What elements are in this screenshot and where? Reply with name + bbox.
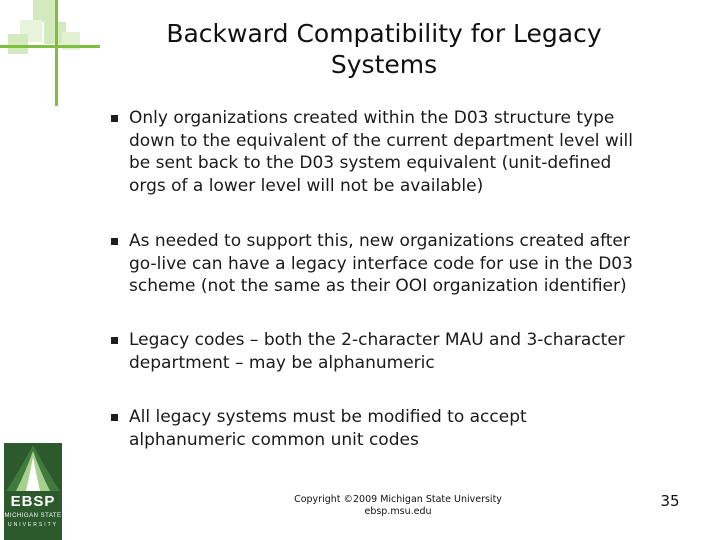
- page-number: 35: [660, 492, 680, 510]
- logo-sub: UNIVERSITY: [7, 522, 58, 528]
- ebsp-logo: [4, 443, 62, 540]
- bullet-square: [111, 414, 118, 421]
- logo-arch-icon: [4, 443, 62, 493]
- bullet-item: [111, 230, 691, 298]
- slide-title: Backward Compatibility for Legacy Systems: [166, 19, 602, 79]
- bullet-text: As needed to support this, new organizations created after go-live can have a legacy interface code for use in the D03 scheme (not the same as their OOI organization identifier): [129, 231, 633, 296]
- bullet-item: [111, 329, 691, 374]
- footer-url: ebsp.msu.edu: [364, 506, 432, 517]
- logo-org: MICHIGAN STATE: [4, 513, 62, 519]
- bullet-text: Legacy codes – both the 2-character MAU and 3-character department – may be alphanumeric: [129, 330, 625, 373]
- bullet-square: [111, 337, 118, 344]
- corner-decoration: [0, 0, 110, 110]
- bullet-text: Only organizations created within the D03 structure type down to the equivalent of the current department level will be sent back to the D03 system equivalent (unit-defined orgs of a lower level will not be available): [129, 108, 633, 196]
- bullet-square: [111, 238, 118, 245]
- logo-abbr: EBSP: [10, 493, 56, 510]
- footer: [262, 494, 534, 518]
- bullet-text: All legacy systems must be modified to accept alphanumeric common unit codes: [129, 407, 527, 450]
- footer-copyright: Copyright ©2009 Michigan State University: [294, 494, 502, 505]
- bullet-item: [111, 107, 691, 197]
- bullet-item: [111, 406, 691, 451]
- bullet-square: [111, 115, 118, 122]
- corner-cross-graphic: [0, 0, 110, 110]
